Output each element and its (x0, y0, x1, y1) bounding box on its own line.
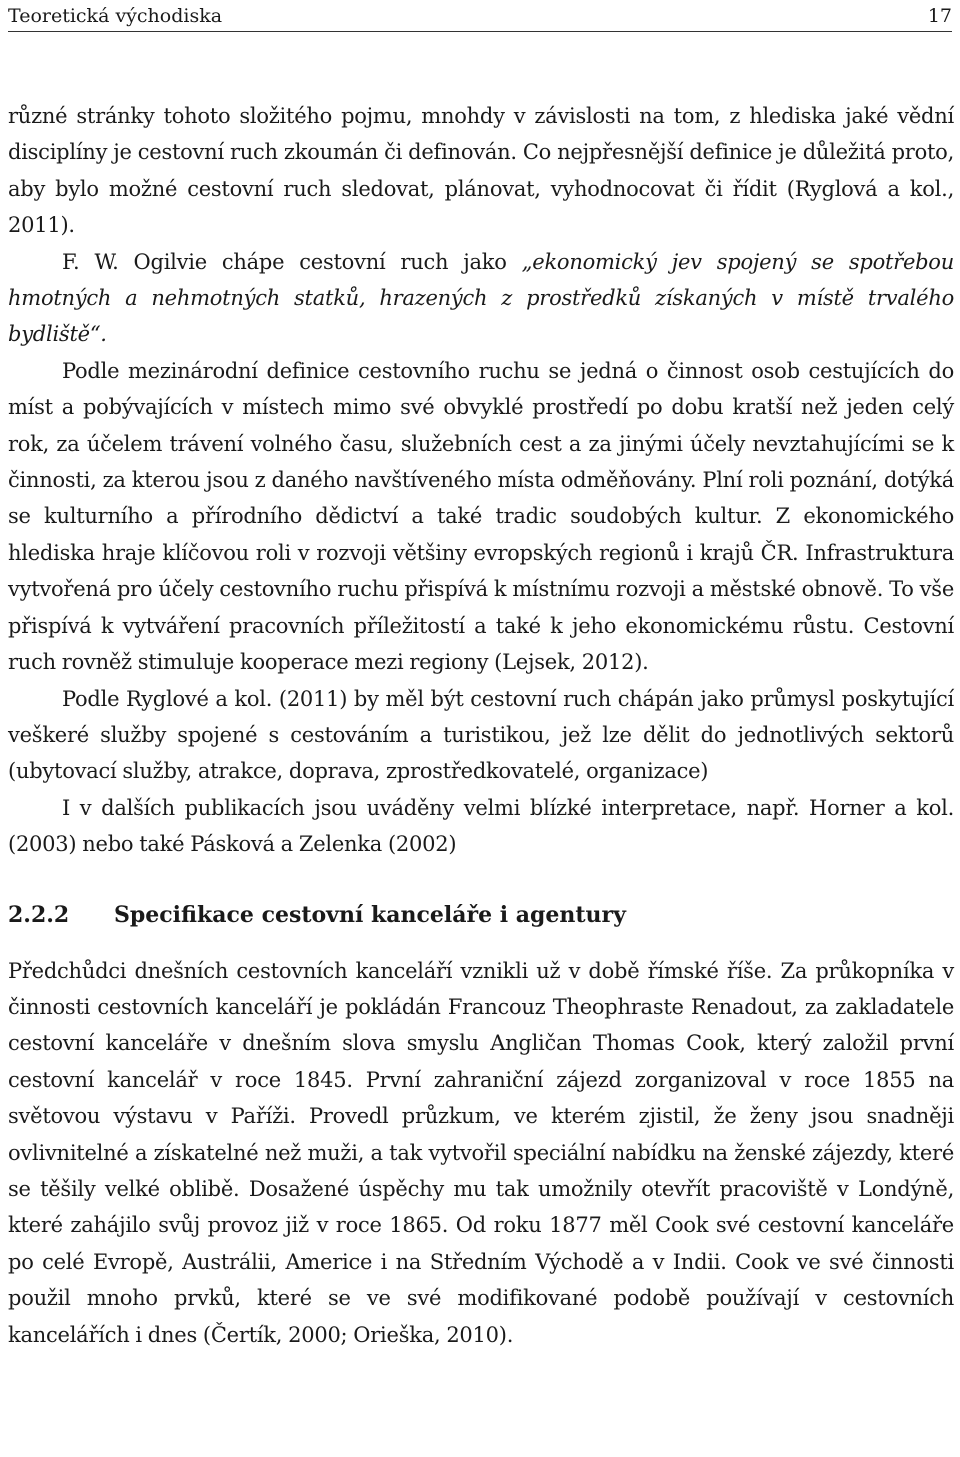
chapter-title: Teoretická východiska (8, 4, 223, 27)
paragraph-international-definition: Podle mezinárodní definice cestovního ruchu se jedná o činnost osob cestujících do míst a pobývajících v místech mimo své obvyklé prostředí po dobu kratší než jeden celý rok, za účelem trávení volného času, služebních cest a za jinými účely nevztahujícími se k činnosti, za kterou jsou z daného navštíveného místa odměňovány. Plní roli poznání, dotýká se kulturního a přírodního dědictví a také tradic soudobých kultur. Z ekonomického hlediska hraje klíčovou roli v rozvoji většiny evropských regionů i krajů ČR. Infrastruktura vytvořená pro účely cestovního ruchu přispívá k místnímu rozvoji a městské obnově. To vše přispívá k vytváření pracovních příležitostí a také k jeho ekonomickému růstu. Cestovní ruch rovněž stimuluje kooperace mezi regiony (Lejsek, 2012). (8, 358, 954, 675)
section-number: 2.2.2 (8, 901, 70, 928)
body-text (8, 98, 954, 1353)
paragraph-travel-agency-history: Předchůdci dnešních cestovních kanceláří vznikli už v době římské říše. Za průkopníka v činnosti cestovních kanceláří je pokládán Francouz Theophraste Renadout, za zakladatele cestovní kanceláře v dnešním slova smyslu Angličan Thomas Cook, který založil první cestovní kancelář v roce 1845. První zahraniční zájezd zorganizoval v roce 1855 na světovou výstavu v Paříži. Provedl průzkum, ve kterém zjistil, že ženy jsou snadněji ovlivnitelné a získatelné než muži, a tak vytvořil speciální nabídku na ženské zájezdy, které se těšily velké oblibě. Dosažené úspěchy mu tak umožnily otevřít pracoviště v Londýně, které zahájilo svůj provoz již v roce 1865. Od roku 1877 měl Cook své cestovní kanceláře po celé Evropě, Austrálii, Americe i na Středním Východě a v Indii. Cook ve své činnosti použil mnoho prvků, které se ve své modifikované podobě používají v cestovních kancelářích i dnes (Čertík, 2000; Orieška, 2010). (8, 958, 954, 1347)
section-title: Specifikace cestovní kanceláře i agentury (114, 901, 626, 928)
paragraph-other-publications: I v dalších publikacích jsou uváděny velmi blízké interpretace, např. Horner a kol. (2003) nebo také Pásková a Zelenka (2002) (8, 795, 954, 857)
paragraph-ogilvie (8, 244, 954, 353)
running-header (8, 0, 952, 32)
page-number: 17 (927, 4, 952, 27)
ogilvie-lead: F. W. Ogilvie chápe cestovní ruch jako (62, 249, 522, 274)
paragraph-ryglova: Podle Ryglové a kol. (2011) by měl být cestovní ruch chápán jako průmysl poskytující veškeré služby spojené s cestováním a turistikou, jež lze dělit do jednotlivých sektorů (ubytovací služby, atrakce, doprava, zprostředkovatelé, organizace) (8, 686, 954, 784)
section-heading (8, 863, 954, 953)
ogilvie-quote: „ekonomický jev spojený se spotřebou hmotných a nehmotných statků, hrazených z prostředků získaných v místě trvalého bydliště“. (8, 249, 954, 347)
paragraph-definition-context: různé stránky tohoto složitého pojmu, mnohdy v závislosti na tom, z hlediska jaké vědní disciplíny je cestovní ruch zkoumán či definován. Co nejpřesnější definice je důležitá proto, aby bylo možné cestovní ruch sledovat, plánovat, vyhodnocovat či řídit (Ryglová a kol., 2011). (8, 104, 954, 238)
